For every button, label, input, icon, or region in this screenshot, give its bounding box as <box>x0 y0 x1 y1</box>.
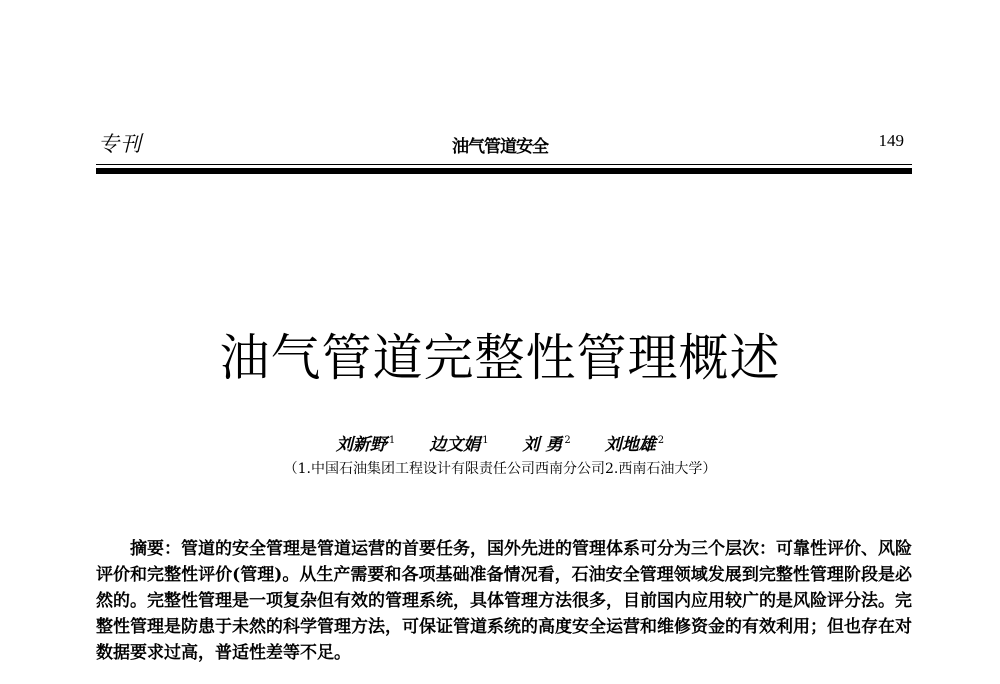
author-affil-mark: 1 <box>388 435 396 446</box>
author-affil-mark: 2 <box>564 435 571 446</box>
author <box>523 430 571 455</box>
author-name: 刘新野 <box>335 435 387 455</box>
author-name: 刘地雄 <box>604 435 656 455</box>
header-rule-thick <box>96 168 912 174</box>
author <box>605 430 664 455</box>
author-name: 边文娟 <box>429 435 481 455</box>
author-list <box>0 430 1000 455</box>
author-affil-mark: 1 <box>482 435 489 446</box>
journal-title: 油气管道安全 <box>452 137 548 157</box>
author-name: 刘 勇 <box>522 435 563 455</box>
author <box>336 430 395 455</box>
section-label: 专刊 <box>98 132 142 156</box>
author-affil-mark: 2 <box>657 435 665 446</box>
author <box>429 430 488 455</box>
page-number: 149 <box>878 131 904 150</box>
affiliation: （1.中国石油集团工程设计有限责任公司西南分公司2.西南石油大学） <box>283 461 717 477</box>
abstract: 摘要：管道的安全管理是管道运营的首要任务，国外先进的管理体系可分为三个层次：可靠性评价、风险评价和完整性评价(管理)。从生产需要和各项基础准备情况看，石油安全管理领域发展到完整性管理阶段是必然的。完整性管理是一项复杂但有效的管理系统，具体管理方法很多，目前国内应用较广的是风险评分法。完整性管理是防患于未然的科学管理方法，可保证管道系统的高度安全运营和维修资金的有效利用；但也存在对数据要求过高，普适性差等不足。 <box>96 539 912 663</box>
header-rule-thin <box>96 164 912 165</box>
article-title: 油气管道完整性管理概述 <box>219 329 781 387</box>
